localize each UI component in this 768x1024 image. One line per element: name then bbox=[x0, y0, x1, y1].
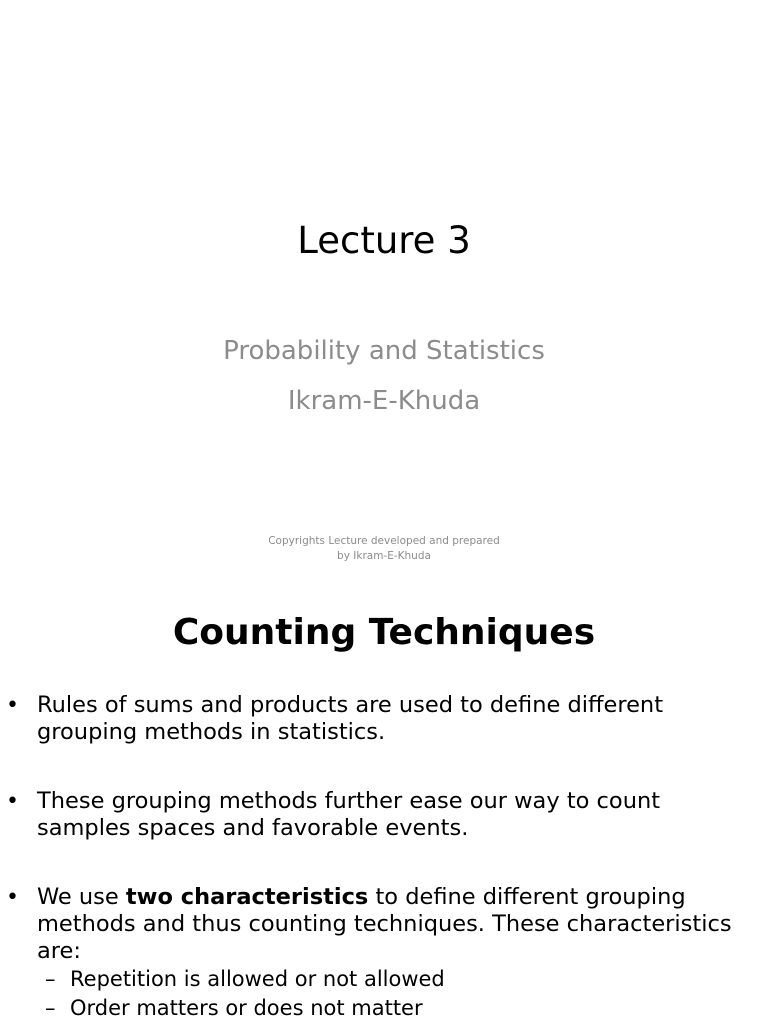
lecture-title: Lecture 3 bbox=[297, 219, 471, 262]
dash-marker: – bbox=[45, 996, 56, 1020]
bullet-marker: • bbox=[6, 789, 19, 814]
dash-marker: – bbox=[45, 967, 56, 991]
sub-bullet-item bbox=[0, 965, 768, 994]
bullet-text-bold: two characteristics bbox=[125, 884, 369, 910]
copyright-footer-line-1: Copyrights Lecture developed and prepared bbox=[268, 535, 500, 547]
bullet-item bbox=[0, 788, 768, 842]
bullet-text-pre: We use bbox=[37, 884, 126, 910]
bullet-marker: • bbox=[6, 885, 19, 910]
bullet-list bbox=[0, 692, 768, 1023]
content-slide bbox=[0, 576, 768, 1024]
sub-bullet-text: Order matters or does not matter bbox=[70, 996, 423, 1020]
bullet-text-post: to define different grouping methods and thus counting techniques. These characteristics are: bbox=[37, 884, 732, 964]
sub-bullet-item bbox=[0, 994, 768, 1023]
copyright-footer-line-2: by Ikram-E-Khuda bbox=[337, 550, 431, 562]
bullet-item bbox=[0, 692, 768, 746]
bullet-marker: • bbox=[6, 693, 19, 718]
bullet-item bbox=[0, 884, 768, 965]
slide-title: Counting Techniques bbox=[172, 612, 596, 653]
author-subtitle: Ikram-E-Khuda bbox=[287, 386, 481, 416]
bullet-text: These grouping methods further ease our way to count samples spaces and favorable events. bbox=[37, 788, 661, 841]
bullet-text: Rules of sums and products are used to define different grouping methods in statistics. bbox=[37, 692, 664, 745]
sub-bullet-text: Repetition is allowed or not allowed bbox=[70, 967, 445, 991]
course-subtitle: Probability and Statistics bbox=[223, 336, 545, 366]
